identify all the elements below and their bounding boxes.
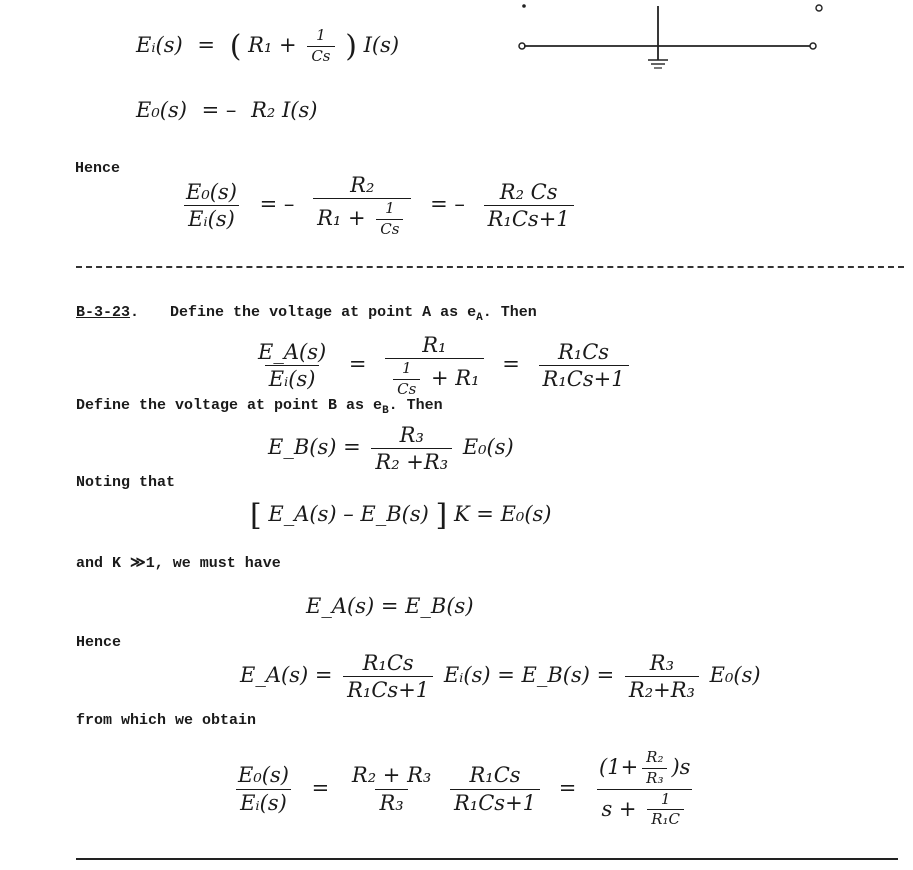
inner-fraction (642, 750, 667, 787)
fraction-numerator: E_A(s) (258, 340, 327, 365)
hence-label: Hence (75, 160, 121, 177)
fraction-denominator (313, 198, 411, 238)
fraction-numerator: 1 (316, 26, 326, 44)
final-fraction-2 (450, 764, 540, 813)
intro-b-text: Define the voltage at point B as e (76, 397, 383, 414)
equation-ratio (178, 174, 578, 238)
long-fraction-1 (343, 652, 433, 701)
equation-final (230, 750, 698, 828)
section-divider-dashed (76, 266, 904, 268)
fraction-numerator: E₀(s) (186, 180, 237, 205)
fraction-denominator (597, 789, 692, 829)
noting-label: Noting that (76, 474, 176, 491)
label-period: . (130, 304, 140, 321)
ea-lhs (254, 341, 330, 390)
open-paren: ( (229, 28, 242, 64)
inner-fraction (647, 789, 684, 829)
fraction-denominator: R₁Cs+1 (343, 676, 433, 701)
fraction-numerator: R₃ (399, 423, 424, 447)
equals-sign: = (558, 775, 577, 800)
equals-sign: = (311, 775, 330, 800)
fraction-numerator: 1 (401, 359, 412, 378)
final-lhs (234, 764, 293, 813)
eb-tail: E₀(s) (462, 435, 514, 460)
fraction-numerator: 1 (660, 789, 671, 808)
fraction-numerator: E₀(s) (238, 763, 289, 788)
open-bracket: [ (250, 498, 262, 533)
eq-ei-tail: I(s) (363, 32, 400, 57)
ratio-lhs (182, 181, 241, 230)
fraction-denominator: R₂ +R₃ (371, 448, 452, 473)
num-part-a: (1+ (599, 754, 639, 779)
equation-eb (268, 424, 514, 473)
equation-long (240, 652, 761, 701)
fraction-denominator: R₂+R₃ (625, 676, 699, 701)
node-dot (522, 4, 526, 8)
bracket-inner: E_A(s) – E_B(s) (268, 502, 429, 526)
fraction-denominator: Cs (393, 379, 420, 398)
close-bracket: ] (435, 498, 448, 533)
intro-b-subscript: B (382, 405, 389, 417)
fraction-denominator: Eᵢ(s) (265, 365, 320, 390)
fraction-numerator: R₂ (646, 748, 664, 766)
ratio-rhs (484, 181, 574, 230)
final-rhs (595, 750, 694, 828)
fraction-denominator: R₁Cs+1 (539, 365, 629, 390)
equation-eo (136, 98, 317, 122)
fraction-denominator: R₁Cs+1 (450, 789, 540, 814)
problem-intro-b (76, 397, 443, 417)
from-label: from which we obtain (76, 712, 257, 729)
long-mid: Eᵢ(s) = E_B(s) = (443, 663, 615, 688)
fraction-denominator (385, 358, 483, 398)
eq-eo-lhs: E₀(s) (136, 98, 187, 122)
equation-equal: E_A(s) = E_B(s) (306, 594, 474, 618)
num-part-b: )s (671, 754, 691, 779)
fraction-denominator: Cs (376, 219, 403, 238)
long-fraction-2 (625, 652, 699, 701)
equals-sign: = (197, 32, 216, 57)
fraction-numerator: R₁Cs (558, 340, 610, 365)
equals-minus: = – (430, 192, 465, 217)
fraction-denominator: R₃ (642, 768, 667, 787)
close-paren: ) (345, 28, 357, 64)
fraction-denominator: Eᵢ(s) (184, 205, 239, 230)
den-part: R₁ + (317, 205, 366, 230)
problem-intro-a (76, 304, 537, 324)
eq-ei-fraction (307, 28, 334, 65)
fraction-numerator: R₁ (422, 333, 447, 357)
inner-fraction (376, 201, 403, 238)
section-divider-solid (76, 858, 898, 860)
equals-sign: = (502, 352, 520, 377)
fraction-numerator: 1 (385, 199, 395, 218)
inner-fraction (393, 361, 420, 398)
den-tail: + R₁ (431, 365, 480, 390)
equation-ei (136, 28, 399, 65)
fraction-numerator: R₂ Cs (499, 180, 558, 205)
fraction-numerator: R₂ (350, 173, 375, 197)
fraction-denominator: R₁Cs+1 (484, 205, 574, 230)
equation-bracket (250, 498, 551, 533)
ea-rhs (539, 341, 629, 390)
eb-lhs: E_B(s) = (268, 435, 361, 460)
fraction-numerator: R₁Cs (469, 763, 521, 788)
intro-a-subscript: A (476, 312, 483, 324)
equals-sign: = (348, 352, 367, 377)
eq-ei-r1: R₁ + (248, 32, 297, 57)
circuit-fragment (510, 0, 830, 80)
final-fraction-1 (348, 764, 435, 813)
fraction-numerator: R₂ + R₃ (351, 763, 432, 788)
terminal-right (810, 43, 816, 49)
fraction-numerator (595, 750, 694, 789)
intro-a-text: Define the voltage at point A as e (170, 304, 477, 321)
eb-fraction (371, 424, 452, 473)
eq-eo-rhs: R₂ I(s) (251, 98, 318, 122)
long-lhs: E_A(s) = (240, 663, 333, 688)
equals-minus: = – (201, 98, 237, 122)
fraction-denominator: Cs (307, 46, 334, 65)
equation-ea-ratio (250, 334, 633, 398)
and-k-label: and K ≫1, we must have (76, 555, 281, 572)
problem-label: B-3-23 (76, 304, 131, 321)
intro-b-end: . Then (388, 397, 443, 414)
equals-minus: = – (259, 192, 295, 217)
fraction-numerator: R₃ (649, 651, 675, 675)
fraction-denominator: R₁C (647, 809, 684, 828)
fraction-denominator: Eᵢ(s) (236, 789, 291, 814)
ratio-mid (313, 174, 411, 238)
hence-label-2: Hence (76, 634, 122, 651)
ea-mid (385, 334, 483, 398)
bracket-rest: K = E₀(s) (453, 502, 552, 526)
eq-ei-lhs: Eᵢ(s) (136, 32, 183, 57)
terminal-top-right (816, 5, 822, 11)
fraction-numerator: R₁Cs (362, 651, 414, 675)
fraction-denominator: R₃ (375, 789, 407, 814)
long-tail: E₀(s) (709, 663, 761, 688)
den-part-a: s + (601, 796, 637, 821)
intro-a-end: . Then (482, 304, 537, 321)
